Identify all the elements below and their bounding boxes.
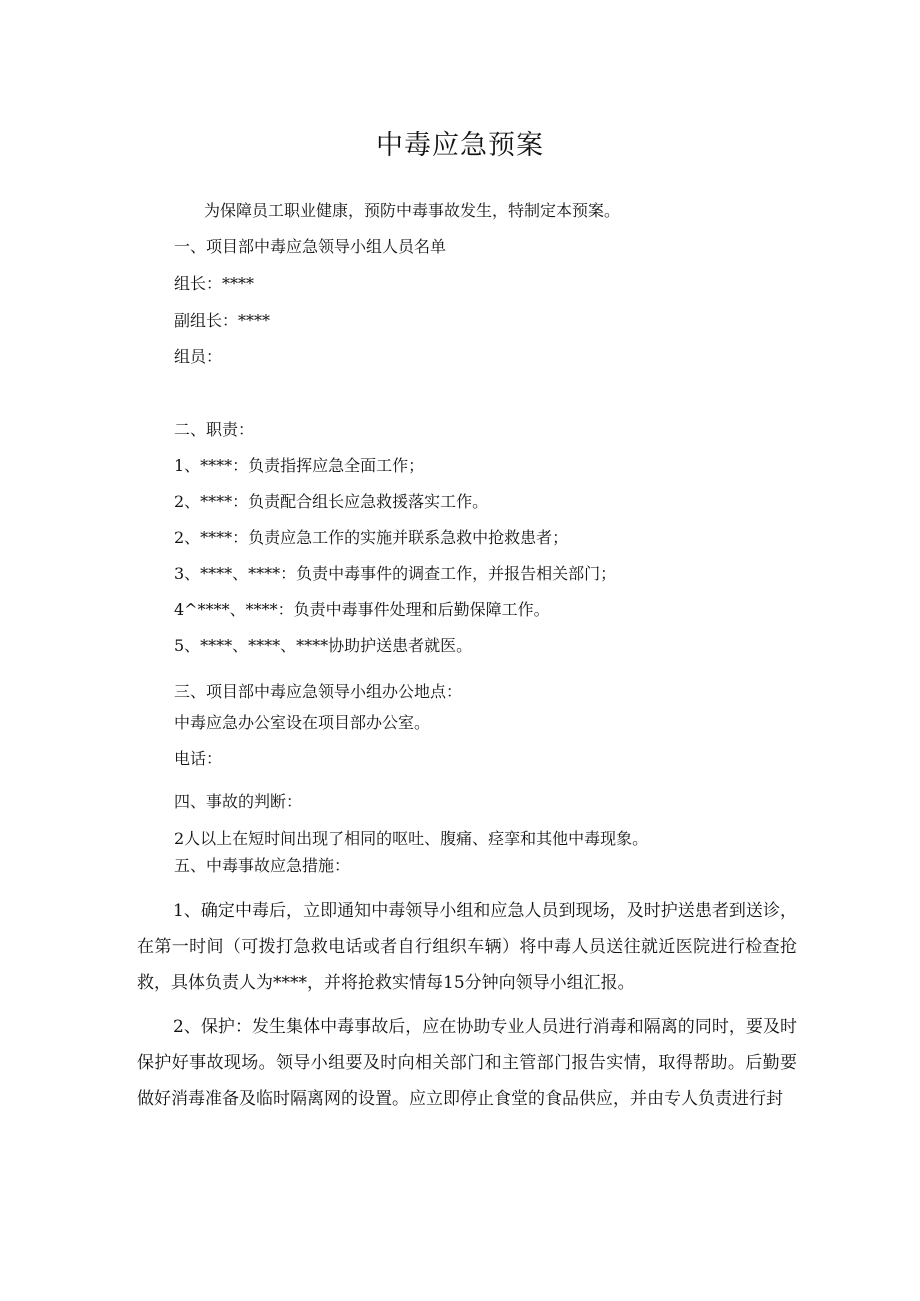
document-title: 中毒应急预案 — [376, 130, 544, 161]
phone-line: 电话： — [174, 749, 223, 768]
duty-item: 1、****：负责指挥应急全面工作； — [174, 456, 425, 475]
leader-line: 组长：**** — [174, 274, 255, 293]
intro-text: 为保障员工职业健康，预防中毒事故发生，特制定本预案。 — [204, 201, 621, 220]
section3-heading: 三、项目部中毒应急领导小组办公地点： — [174, 682, 463, 701]
duty-item: 2、****：负责配合组长应急救援落实工作。 — [174, 492, 489, 511]
duty-item: 2、****：负责应急工作的实施并联系急救中抢救患者； — [174, 528, 569, 547]
members-line: 组员： — [174, 347, 223, 366]
measure-paragraph-1: 1、确定中毒后，立即通知中毒领导小组和应急人员到现场，及时护送患者到送诊，在第一时间（可拨打急救电话或者自行组织车辆）将中毒人员送往就近医院进行检查抢救，具体负责人为****，并将抢救实情每15分钟向领导小组汇报。 — [137, 901, 797, 993]
section4-heading: 四、事故的判断： — [174, 792, 303, 811]
section5-heading: 五、中毒事故应急措施： — [174, 856, 351, 875]
duty-item: 4^****、****：负责中毒事件处理和后勤保障工作。 — [174, 600, 550, 619]
office-location: 中毒应急办公室设在项目部办公室。 — [174, 713, 431, 732]
judgment-text: 2人以上在短时间出现了相同的呕吐、腹痛、痉挛和其他中毒现象。 — [174, 829, 649, 848]
section2-heading: 二、职责： — [174, 420, 255, 439]
section1-heading: 一、项目部中毒应急领导小组人员名单 — [174, 237, 447, 256]
measure-paragraph-2: 2、保护：发生集体中毒事故后，应在协助专业人员进行消毒和隔离的同时，要及时保护好事故现场。领导小组要及时向相关部门和主管部门报告实情，取得帮助。后勤要做好消毒准备及临时隔离网的设置。应立即停止食堂的食品供应，并由专人负责进行封 — [137, 1017, 797, 1109]
deputy-line: 副组长：**** — [174, 311, 271, 330]
duty-item: 5、****、****、****协助护送患者就医。 — [174, 636, 473, 655]
duty-item: 3、****、****：负责中毒事件的调查工作，并报告相关部门； — [174, 564, 617, 583]
